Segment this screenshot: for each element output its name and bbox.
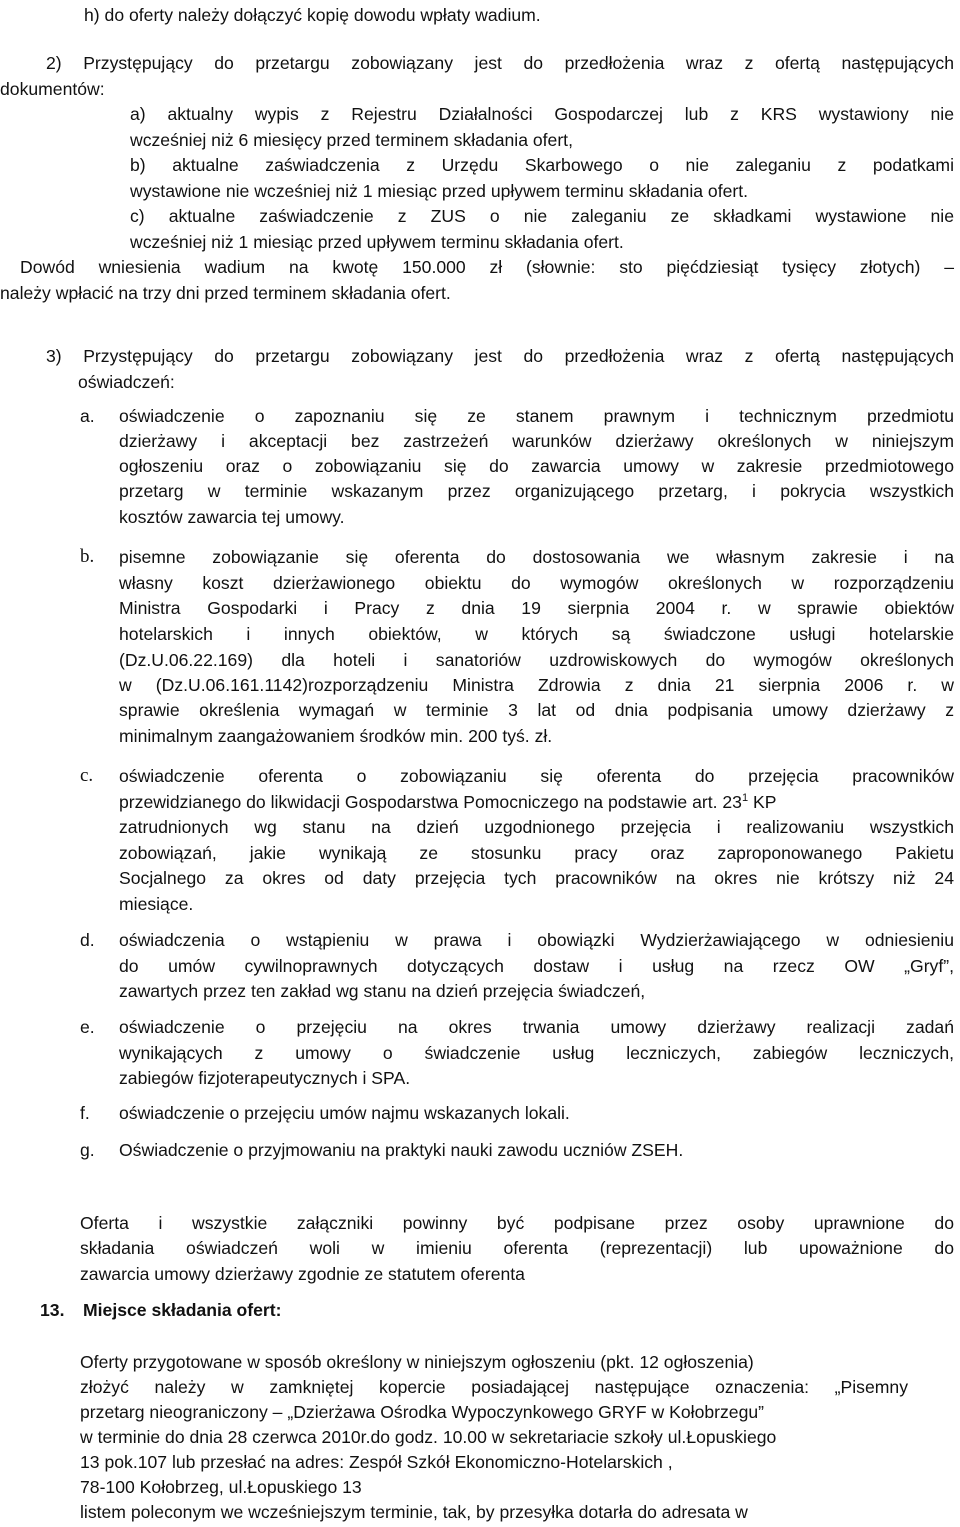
- item-c-line-text: przewidzianego do likwidacji Gospodarstwa Pomocniczego na podstawie art. 23: [119, 792, 742, 812]
- section13-title: Miejsce składania ofert:: [83, 1300, 282, 1320]
- item-b-line: pisemne zobowiązanie się oferenta do dostosowania we własnym zakresie i na: [119, 547, 954, 567]
- section13-line: w terminie do dnia 28 czerwca 2010r.do godz. 10.00 w sekretariacie szkoły ul.Łopuskiego: [80, 1427, 777, 1447]
- section2-b2: wystawione nie wcześniej niż 1 miesiąc przed upływem terminu składania ofert.: [130, 181, 749, 201]
- section13-line: przetarg nieograniczony – „Dzierżawa Ośrodka Wypoczynkowego GRYF w Kołobrzegu”: [80, 1402, 765, 1422]
- footnote-mark: 1: [741, 792, 749, 805]
- section13-line: 78-100 Kołobrzeg, ul.Łopuskiego 13: [80, 1477, 362, 1497]
- item-e-line: zabiegów fizjoterapeutycznych i SPA.: [119, 1068, 411, 1088]
- item-c-line-with-footnote: [119, 789, 776, 815]
- item-b-line: w (Dz.U.06.161.1142)rozporządzeniu Ministra Zdrowia z dnia 21 sierpnia 2006 r. w: [119, 675, 954, 695]
- item-e-line: oświadczenie o przejęciu na okres trwania umowy dzierżawy realizacji zadań: [119, 1017, 954, 1037]
- item-b-line: Ministra Gospodarki i Pracy z dnia 19 sierpnia 2004 r. w sprawie obiektów: [119, 598, 954, 618]
- section2-a1: a) aktualny wypis z Rejestru Działalności Gospodarczej lub z KRS wystawiony nie: [130, 104, 954, 124]
- item-a-line: dzierżawy i akceptacji bez zastrzeżeń warunków dzierżawy określonych w niniejszym: [119, 431, 954, 451]
- section2-d1: Dowód wniesienia wadium na kwotę 150.000 zł (słownie: sto pięćdziesiąt tysięcy złotych) –: [20, 257, 954, 277]
- section2-c2: wcześniej niż 1 miesiąc przed upływem terminu składania ofert.: [130, 232, 624, 252]
- item-b-label: b.: [80, 546, 95, 567]
- item-b-line: hotelarskich i innych obiektów, w których są świadczone usługi hotelarskie: [119, 624, 954, 644]
- section2-c1: c) aktualne zaświadczenie z ZUS o nie zaleganiu ze składkami wystawione nie: [130, 206, 954, 226]
- item-c-line: Socjalnego za okres od daty przejęcia tych pracowników na okres nie krótszy niż 24: [119, 868, 954, 888]
- item-c-line: oświadczenie oferenta o zobowiązaniu się oferenta do przejęcia pracowników: [119, 766, 954, 786]
- oferta-line: składania oświadczeń woli w imieniu oferenta (reprezentacji) lub upoważnione do: [80, 1238, 954, 1258]
- item-c-line: zobowiązań, jakie wynikają ze stosunku pracy oraz zaproponowanego Pakietu: [119, 843, 954, 863]
- section13-line: listem poleconym we wcześniejszym terminie, tak, by przesyłka dotarła do adresata w: [80, 1502, 748, 1522]
- item-b-line: sprawie określenia wymagań w terminie 3 lat od dnia podpisania umowy dzierżawy z: [119, 700, 954, 720]
- oferta-line: Oferta i wszystkie załączniki powinny być podpisane przez osoby uprawnione do: [80, 1213, 954, 1233]
- item-c-line: miesiące.: [119, 894, 194, 914]
- item-a-label: a.: [80, 406, 95, 426]
- section2-b1: b) aktualne zaświadczenia z Urzędu Skarbowego o nie zaleganiu z podatkami: [130, 155, 954, 175]
- item-b-line: minimalnym zaangażowaniem środków min. 200 tyś. zł.: [119, 726, 553, 746]
- item-f-label: f.: [80, 1103, 90, 1123]
- oferta-line: zawarcia umowy dzierżawy zgodnie ze statutem oferenta: [80, 1264, 525, 1284]
- item-c-line-tail: KP: [748, 792, 777, 812]
- section2-a2: wcześniej niż 6 miesięcy przed terminem składania ofert,: [130, 130, 573, 150]
- item-a-line: kosztów zawarcia tej umowy.: [119, 507, 345, 527]
- section2-line2: dokumentów:: [0, 79, 105, 99]
- section3-line2: oświadczeń:: [78, 372, 175, 392]
- item-e-line: wynikających z umowy o świadczenie usług leczniczych, zabiegów leczniczych,: [119, 1043, 954, 1063]
- item-a-line: przetarg w terminie wskazanym przez organizującego przetarg, i pokrycia wszystkich: [119, 481, 954, 501]
- item-c-label: c.: [80, 765, 94, 786]
- item-e-label: e.: [80, 1017, 95, 1037]
- item-a-line: oświadczenie o zapoznaniu się ze stanem prawnym i technicznym przedmiotu: [119, 406, 954, 426]
- item-d-line: oświadczenia o wstąpieniu w prawa i obowiązki Wydzierżawiającego w odniesieniu: [119, 930, 954, 950]
- section13-line: Oferty przygotowane w sposób określony w niniejszym ogłoszeniu (pkt. 12 ogłoszenia): [80, 1352, 754, 1372]
- item-b-line: (Dz.U.06.22.169) dla hoteli i sanatoriów uzdrowiskowych do wymogów określonych: [119, 650, 954, 670]
- item-g-line: Oświadczenie o przyjmowaniu na praktyki nauki zawodu uczniów ZSEH.: [119, 1140, 684, 1160]
- item-d-label: d.: [80, 930, 95, 950]
- section2-d2: należy wpłacić na trzy dni przed terminem składania ofert.: [0, 283, 451, 303]
- section13-number: 13.: [40, 1300, 65, 1320]
- section3-line1: 3) Przystępujący do przetargu zobowiązany jest do przedłożenia wraz z ofertą następujących: [46, 346, 954, 366]
- section13-line: 13 pok.107 lub przesłać na adres: Zespół Szkół Ekonomiczno-Hotelarskich ,: [80, 1452, 673, 1472]
- section2-line1: 2) Przystępujący do przetargu zobowiązany jest do przedłożenia wraz z ofertą następujących: [46, 53, 954, 73]
- item-c-line: zatrudnionych wg stanu na dzień uzgodnionego przejęcia i realizowaniu wszystkich: [119, 817, 954, 837]
- section13-line: złożyć należy w zamkniętej kopercie posiadającej następujące oznaczenia: „Pisemny: [80, 1377, 908, 1397]
- item-b-line: własny koszt dzierżawionego obiektu do wymogów określonych w rozporządzeniu: [119, 573, 954, 593]
- item-a-line: ogłoszeniu oraz o zobowiązaniu się do zawarcia umowy w zakresie przedmiotowego: [119, 456, 954, 476]
- top-line: h) do oferty należy dołączyć kopię dowodu wpłaty wadium.: [84, 5, 541, 25]
- item-g-label: g.: [80, 1140, 95, 1160]
- item-d-line: do umów cywilnoprawnych dotyczących dostaw i usług na rzecz OW „Gryf”,: [119, 956, 954, 976]
- item-f-line: oświadczenie o przejęciu umów najmu wskazanych lokali.: [119, 1103, 570, 1123]
- item-d-line: zawartych przez ten zakład wg stanu na dzień przejęcia świadczeń,: [119, 981, 646, 1001]
